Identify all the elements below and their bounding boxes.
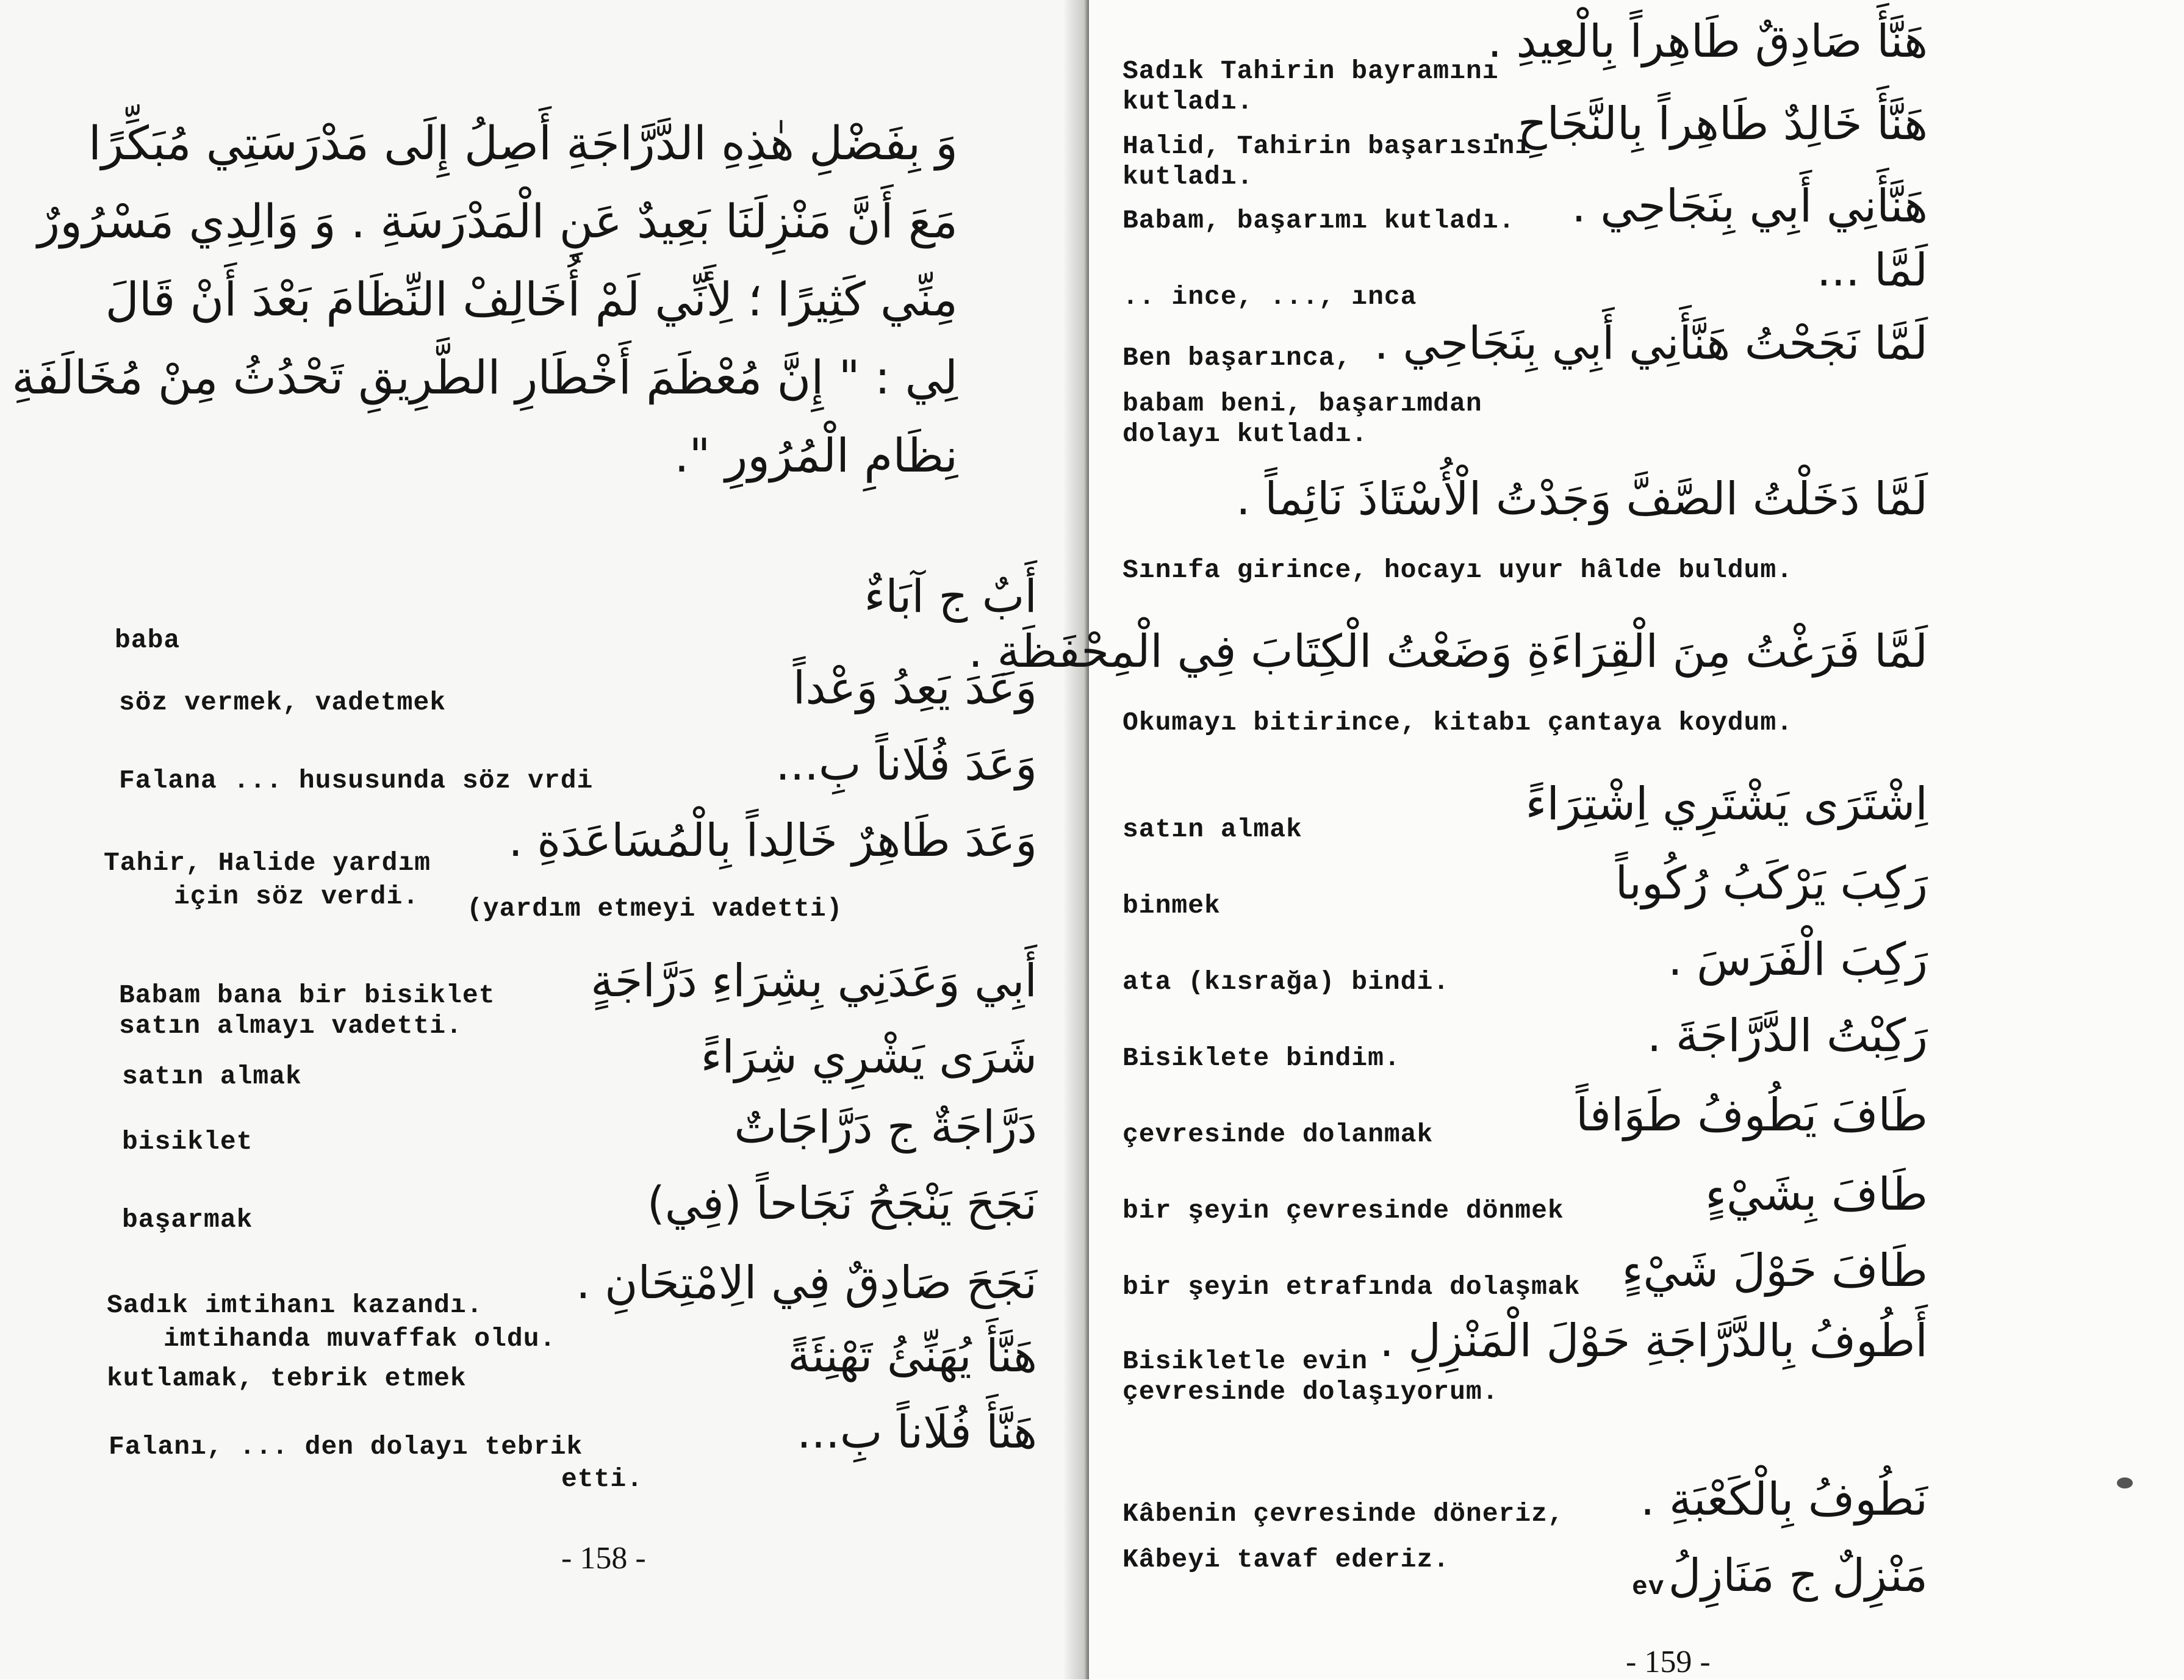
okumayi-bitirince: Okumayı bitirince, kitabı çantaya koydum. xyxy=(1123,708,1793,738)
vocab-darraja-arabic: دَرَّاجَةٌ ج دَرَّاجَاتٌ xyxy=(734,1101,1037,1154)
page-number-right: - 159 - xyxy=(1626,1645,1711,1679)
paragraph-line-1: وَ بِفَضْلِ هٰذِهِ الدَّرَّاجَةِ أَصِلُ إِلَى مَدْرَسَتِي مُبَكِّرًا xyxy=(88,116,958,170)
hanna-sadiq-arabic: هَنَّأَ صَادِقٌ طَاهِراً بِالْعِيدِ . xyxy=(1487,15,1928,68)
rakibtu-arabic: رَكِبْتُ الدَّرَّاجَةَ . xyxy=(1647,1010,1928,1062)
vocab-hanna-arabic: هَنَّأَ يُهَنِّئُ تَهْنِئَةً xyxy=(788,1330,1037,1382)
lamma-najahtu-arabic: لَمَّا نَجَحْتُ هَنَّأَنِي أَبِي بِنَجَاحِي . xyxy=(1374,317,1928,370)
vocab-kutlamak: kutlamak, tebrik etmek xyxy=(107,1363,467,1393)
tafa-hawla-arabic: طَافَ حَوْلَ شَيْءٍ xyxy=(1622,1244,1928,1297)
kabenin-cevresinde: Kâbenin çevresinde döneriz, xyxy=(1123,1499,1564,1529)
tafa-arabic: طَافَ يَطُوفُ طَوَافاً xyxy=(1575,1089,1928,1141)
lamma-dakhaltu-arabic: لَمَّا دَخَلْتُ الصَّفَّ وَجَدْتُ الْأُسْتَاذَ نَائِماً . xyxy=(1236,473,1928,525)
paragraph-line-3: مِنِّي كَثِيرًا ؛ لِأَنِّي لَمْ أُخَالِفْ النِّظَامَ بَعْدَ أَنْ قَالَ xyxy=(105,272,958,326)
ishtara-arabic: اِشْتَرَى يَشْتَرِي اِشْتِرَاءً xyxy=(1525,778,1928,830)
paragraph-line-4: لِي : " إِنَّ مُعْظَمَ أَخْطَارِ الطَّرِيقِ تَحْدُثُ مِنْ مُخَالَفَةِ xyxy=(12,350,958,404)
page-number-left: - 158 - xyxy=(561,1541,646,1576)
vocab-vaada-fulanan-arabic: وَعَدَ فُلَاناً بِ... xyxy=(775,738,1037,791)
sadik-tahir-line1: Sadık Tahirin bayramını xyxy=(1123,56,1499,86)
example-tahir-paren: (yardım etmeyi vadetti) xyxy=(467,894,843,924)
ev: ev xyxy=(1632,1572,1665,1602)
bisikletle-line1: Bisikletle evin xyxy=(1123,1346,1368,1376)
bisikletle-line2: çevresinde dolaşıyorum. xyxy=(1123,1377,1499,1407)
ink-mark xyxy=(2117,1477,2133,1488)
hanna-khalid-arabic: هَنَّأَ خَالِدٌ طَاهِراً بِالنَّجَاحِ . xyxy=(1489,98,1928,150)
bir-seyin-donmek: bir şeyin çevresinde dönmek xyxy=(1123,1196,1564,1226)
vocab-falana-soz: Falana ... hususunda söz vrdi xyxy=(119,766,594,795)
halid-tahir-line1: Halid, Tahirin başarısını xyxy=(1123,131,1532,161)
kabeyi-tavaf: Kâbeyi tavaf ederiz. xyxy=(1123,1545,1450,1574)
babam-basarimi: Babam, başarımı kutladı. xyxy=(1123,206,1515,235)
vocab-satin-almak: satın almak xyxy=(122,1061,302,1091)
paragraph-line-5: نِظَامِ الْمُرُورِ ". xyxy=(674,428,958,483)
manzil-arabic: مَنْزِلٌ ج مَنَازِلُ xyxy=(1668,1549,1928,1602)
lamma-arabic: لَمَّا ... xyxy=(1817,244,1928,296)
vocab-najaha-arabic: نَجَحَ يَنْجَحُ نَجَاحاً (فِي) xyxy=(647,1177,1037,1230)
example-najaha-sadiq-arabic: نَجَحَ صَادِقٌ فِي الِامْتِحَانِ . xyxy=(576,1257,1037,1309)
example-sadik-line2: imtihanda muvaffak oldu. xyxy=(163,1324,556,1354)
vocab-basarmak: başarmak xyxy=(122,1205,253,1235)
vocab-soz-vermek: söz vermek, vadetmek xyxy=(119,687,447,717)
sinifa-girince: Sınıfa girince, hocayı uyur hâlde buldum. xyxy=(1123,555,1793,585)
hannaani-abi-arabic: هَنَّأَنِي أَبِي بِنَجَاحِي . xyxy=(1572,180,1928,232)
babam-beni-line2: dolayı kutladı. xyxy=(1123,419,1368,449)
vocab-shara-arabic: شَرَى يَشْرِي شِرَاءً xyxy=(700,1031,1037,1083)
babam-beni-line1: babam beni, başarımdan xyxy=(1123,389,1482,418)
ben-basarinca: Ben başarınca, xyxy=(1123,343,1352,373)
halid-tahir-line2: kutladı. xyxy=(1123,162,1254,192)
right-page xyxy=(968,0,2184,1679)
example-sadik-line1: Sadık imtihanı kazandı. xyxy=(107,1290,483,1320)
example-vaada-tahir-arabic: وَعَدَ طَاهِرٌ خَالِداً بِالْمُسَاعَدَةِ . xyxy=(508,814,1037,867)
example-abi-arabic: أَبِي وَعَدَنِي بِشِرَاءِ دَرَّاجَةٍ xyxy=(591,955,1037,1007)
vocab-vaada-arabic: وَعَدَ يَعِدُ وَعْداً xyxy=(792,662,1037,714)
example-falani-line2: etti. xyxy=(561,1464,644,1494)
example-babam-line2: satın almayı vadetti. xyxy=(119,1011,462,1041)
left-page xyxy=(0,0,1089,1679)
atufu-arabic: أَطُوفُ بِالدَّرَّاجَةِ حَوْلَ الْمَنْزِلِ . xyxy=(1379,1315,1928,1367)
vocab-bisiklet: bisiklet xyxy=(122,1127,253,1157)
paragraph-line-2: مَعَ أَنَّ مَنْزِلَنَا بَعِيدٌ عَنِ الْمَدْرَسَةِ . وَ وَالِدِي مَسْرُورٌ xyxy=(37,194,958,248)
ata-bindi: ata (kısrağa) bindi. xyxy=(1123,967,1450,997)
example-tahir-line1: Tahir, Halide yardım xyxy=(104,848,431,878)
lamma-faraghtu-arabic: لَمَّا فَرَغْتُ مِنَ الْقِرَاءَةِ وَضَعْتُ الْكِتَابَ فِي الْمِحْفَظَةِ . xyxy=(968,625,1928,678)
bir-seyin-dolasmak: bir şeyin etrafında dolaşmak xyxy=(1123,1272,1581,1302)
binmek: binmek xyxy=(1123,891,1221,921)
vocab-baba: baba xyxy=(115,625,181,655)
natufu-arabic: نَطُوفُ بِالْكَعْبَةِ . xyxy=(1640,1473,1928,1526)
vocab-hanna-fulanan-arabic: هَنَّأَ فُلَاناً بِ... xyxy=(797,1406,1037,1459)
ince-note: .. ince, ..., ınca xyxy=(1123,282,1417,312)
tafa-bi-arabic: طَافَ بِشَيْءٍ xyxy=(1705,1168,1928,1221)
rakiba-arabic: رَكِبَ يَرْكَبُ رُكُوباً xyxy=(1615,857,1928,910)
bisiklete-bindim: Bisiklete bindim. xyxy=(1123,1043,1401,1073)
cevresinde-dolanmak: çevresinde dolanmak xyxy=(1123,1119,1434,1149)
rakiba-faras-arabic: رَكِبَ الْفَرَسَ . xyxy=(1668,933,1928,986)
example-babam-line1: Babam bana bir bisiklet xyxy=(119,980,495,1010)
example-tahir-line2: için söz verdi. xyxy=(174,881,420,911)
vocab-ab-arabic: أَبٌ ج آبَاءٌ xyxy=(864,570,1037,623)
sadik-tahir-line2: kutladı. xyxy=(1123,87,1254,117)
example-falani-line1: Falanı, ... den dolayı tebrik xyxy=(109,1432,583,1462)
satin-almak-right: satın almak xyxy=(1123,814,1302,844)
